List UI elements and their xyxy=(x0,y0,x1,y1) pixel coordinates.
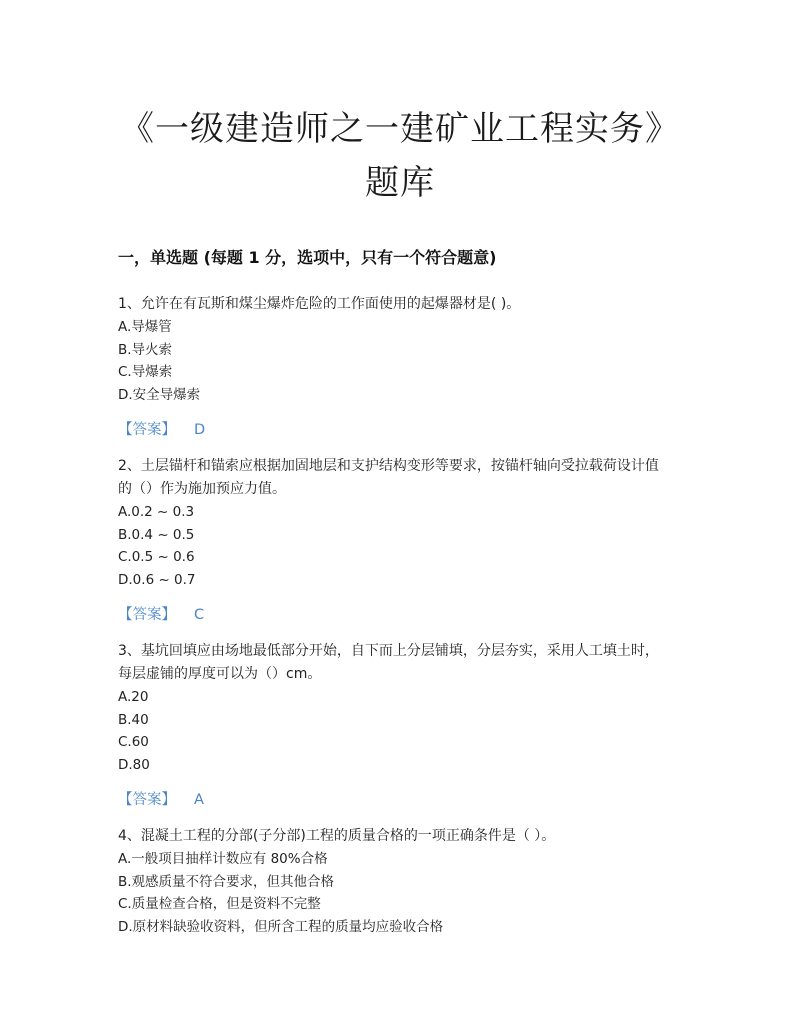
question-3-stem-line1: 3、基坑回填应由场地最低部分开始，自下而上分层铺填，分层夯实，采用人工填土时， xyxy=(118,643,659,659)
answer-value: D xyxy=(194,422,206,438)
document-title-line2: 题库 xyxy=(365,163,435,203)
question-1-answer xyxy=(118,418,205,442)
question-1 xyxy=(118,293,688,406)
question-2-option-a: A.0.2 ~ 0.3 xyxy=(118,504,195,520)
question-2-option-c: C.0.5 ~ 0.6 xyxy=(118,549,195,565)
answer-label: 【答案】 xyxy=(118,607,176,623)
question-2-stem-line2: 的（）作为施加预应力值。 xyxy=(118,481,286,497)
question-3 xyxy=(118,640,688,776)
question-2 xyxy=(118,455,688,591)
question-2-answer xyxy=(118,603,204,627)
answer-value: C xyxy=(194,607,205,623)
question-4-option-d: D.原材料缺验收资料，但所含工程的质量均应验收合格 xyxy=(118,918,444,935)
answer-label: 【答案】 xyxy=(118,422,176,438)
question-1-option-d: D.安全导爆索 xyxy=(118,386,201,403)
question-1-option-c: C.导爆索 xyxy=(118,364,173,380)
question-3-option-d: D.80 xyxy=(118,756,150,773)
question-2-option-b: B.0.4 ~ 0.5 xyxy=(118,526,195,543)
question-4-option-c: C.质量检查合格，但是资料不完整 xyxy=(118,896,321,912)
question-3-answer xyxy=(118,788,204,812)
question-3-stem-line2: 每层虚铺的厚度可以为（）cm。 xyxy=(118,666,322,682)
question-4-stem: 4、混凝土工程的分部(子分部)工程的质量合格的一项正确条件是（ ）。 xyxy=(118,828,556,844)
document-title-line1: 《一级建造师之一建矿业工程实务》 xyxy=(120,109,680,149)
question-4-option-a: A.一般项目抽样计数应有 80%合格 xyxy=(118,851,328,867)
question-1-stem: 1、允许在有瓦斯和煤尘爆炸危险的工作面使用的起爆器材是( )。 xyxy=(118,296,521,312)
question-3-option-c: C.60 xyxy=(118,734,149,750)
question-3-option-b: B.40 xyxy=(118,711,149,728)
answer-value: A xyxy=(194,792,204,808)
section-heading: 一，单选题 (每题 1 分，选项中，只有一个符合题意) xyxy=(118,248,497,267)
question-2-option-d: D.0.6 ~ 0.7 xyxy=(118,571,196,588)
answer-label: 【答案】 xyxy=(118,792,176,808)
question-2-stem-line1: 2、土层锚杆和锚索应根据加固地层和支护结构变形等要求，按锚杆轴向受拉载荷设计值 xyxy=(118,458,659,474)
question-1-option-a: A.导爆管 xyxy=(118,319,172,335)
question-3-option-a: A.20 xyxy=(118,689,149,705)
question-4 xyxy=(118,825,688,938)
question-4-option-b: B.观感质量不符合要求，但其他合格 xyxy=(118,873,335,890)
question-1-option-b: B.导火索 xyxy=(118,341,173,358)
